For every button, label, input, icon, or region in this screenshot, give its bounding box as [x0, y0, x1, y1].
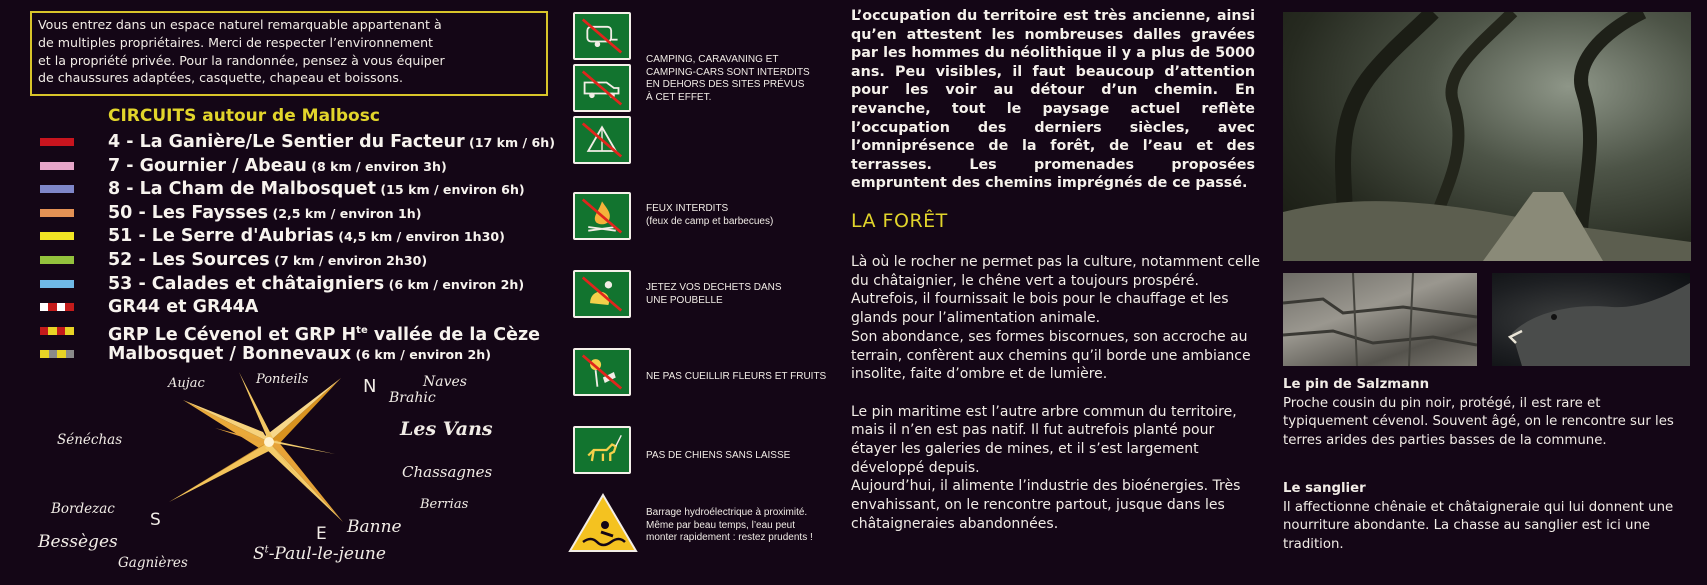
- camping-rule: [646, 54, 836, 104]
- circuit-detail: (17 km / 6h): [464, 135, 555, 150]
- place-naves: Naves: [423, 374, 467, 390]
- compass-east: E: [316, 524, 327, 544]
- rule-line: PAS DE CHIENS SANS LAISSE: [646, 450, 791, 461]
- foret-text: [851, 253, 1261, 552]
- history-text: L’occupation du territoire est très ancienne, ainsi qu’en attestent les nombreuses dalles gravées par les hommes du néolithique il y a plus de 5000 ans. Peu visibles, il faut beaucoup d’attention pour les voir au détour d’un chemin. En revanche, tout le paysage actuel reflète l’occupation des derniers siècles, avec l’omniprésence de la forêt, de l’eau et des terrasses. Les promenades proposées empruntent des chemins imprégnés de ce passé.: [851, 8, 1255, 192]
- no-fire-icon: [573, 192, 631, 240]
- pin-salzmann-section: [1283, 376, 1683, 450]
- rule-line: CAMPING-CARS SONT INTERDITS: [646, 66, 810, 78]
- place-bordezac: Bordezac: [51, 501, 115, 517]
- rule-line: UNE POUBELLE: [646, 294, 723, 306]
- dog-leash-icon: [573, 426, 631, 474]
- trail-swatch: [40, 185, 74, 193]
- rule-line: Barrage hydroélectrique à proximité.: [646, 507, 808, 518]
- circuit-name: GRP Le Cévenol et GRP H: [108, 324, 357, 345]
- no-caravan-icon: [573, 12, 631, 60]
- circuit-name: 51 - Le Serre d'Aubrias: [108, 226, 334, 247]
- circuits-title: CIRCUITS autour de Malbosc: [108, 106, 380, 126]
- flowers-rule: [646, 371, 836, 384]
- compass-south: S: [150, 510, 161, 530]
- compass-rose-icon: [166, 370, 366, 550]
- circuit-name: Malbosquet / Bonnevaux: [108, 344, 352, 365]
- pin-text: Proche cousin du pin noir, protégé, il est rare et typiquement cévenol. Souvent âgé, on le rencontre sur les terres arides des parties basses de la commune.: [1283, 395, 1674, 448]
- trail-swatch: [40, 256, 74, 264]
- place-berrias: Berrias: [420, 497, 469, 512]
- circuit-name: 7 - Gournier / Abeau: [108, 155, 307, 176]
- foret-paragraph: Le pin maritime est l’autre arbre commun du territoire, mais il n’en est pas natif. Il fut autrefois planté pour étayer les galeries de mines, et il s’est largement développé depuis.: [851, 403, 1237, 476]
- place-aujac: Aujac: [168, 376, 205, 391]
- foret-paragraph: Son abondance, ses formes biscornues, son accroche au terrain, confèrent aux chemins qu’il borde une ambiance insolite, faite d’ombre et de lumière.: [851, 328, 1251, 383]
- compass-north: N: [363, 376, 377, 397]
- place-ponteils: Ponteils: [256, 372, 309, 387]
- rule-line: monter rapidement : restez prudents !: [646, 532, 813, 543]
- circuit-detail: (6 km / environ 2h): [384, 276, 525, 292]
- waste-rule: [646, 282, 836, 307]
- pine-bark-photo: [1283, 273, 1477, 366]
- intro-line: de multiples propriétaires. Merci de respecter l’environnement: [38, 34, 433, 50]
- place-st-paul: [253, 544, 386, 564]
- gr-swatch: [40, 303, 74, 311]
- sanglier-text: Il affectionne chênaie et châtaigneraie qui lui donnent une nourriture abondante. La chasse au sanglier est ici une tradition.: [1283, 499, 1674, 552]
- intro-line: Vous entrez dans un espace naturel remarquable appartenant à: [38, 17, 442, 32]
- place-brahic: Brahic: [389, 390, 436, 406]
- circuit-sup: te: [356, 324, 368, 336]
- no-tent-icon: [573, 116, 631, 164]
- circuit-detail: (7 km / environ 2h30): [269, 252, 428, 268]
- forest-path-photo: [1283, 12, 1691, 261]
- trail-swatch: [40, 209, 74, 217]
- sanglier-section: [1283, 480, 1683, 554]
- intro-line: et la propriété privée. Pour la randonnée, pensez à vous équiper: [38, 52, 445, 68]
- mb-swatch: [40, 350, 74, 358]
- circuit-detail: (8 km / environ 3h): [306, 158, 447, 174]
- rule-line: CAMPING, CARAVANING ET: [646, 54, 779, 65]
- rule-line: Même par beau temps, l’eau peut: [646, 519, 795, 531]
- rule-line: FEUX INTERDITS: [646, 203, 729, 214]
- rule-line: NE PAS CUEILLIR FLEURS ET FRUITS: [646, 371, 827, 382]
- dam-warning-icon: [567, 492, 639, 554]
- circuit-name: 50 - Les Faysses: [108, 202, 269, 223]
- rule-line: (feux de camp et barbecues): [646, 215, 774, 227]
- circuit-detail: (2,5 km / environ 1h): [268, 205, 422, 221]
- circuit-detail: (15 km / environ 6h): [376, 182, 525, 198]
- foret-paragraph: Aujourd’hui, il alimente l’industrie des bioénergies. Très envahissant, on le rencontre partout, jusque dans les châtaigneraies abandonnées.: [851, 478, 1241, 532]
- place-besseges: Bessèges: [38, 532, 118, 552]
- no-picking-flowers-icon: [573, 348, 631, 396]
- place-banne: Banne: [347, 517, 402, 537]
- rule-line: EN DEHORS DES SITES PRÉVUS: [646, 79, 805, 90]
- intro-box: [30, 11, 548, 96]
- sanglier-title: Le sanglier: [1283, 481, 1366, 496]
- pin-title: Le pin de Salzmann: [1283, 377, 1430, 392]
- place-senechas: Sénéchas: [57, 432, 123, 448]
- no-camping-car-icon: [573, 64, 631, 112]
- fire-rule: [646, 203, 836, 228]
- place-les-vans: Les Vans: [400, 418, 493, 440]
- rule-line: À CET EFFET.: [646, 91, 712, 103]
- grp-swatch: [40, 327, 74, 335]
- circuit-detail: (4,5 km / environ 1h30): [333, 229, 505, 245]
- trail-swatch: [40, 280, 74, 288]
- dogs-rule: [646, 450, 836, 463]
- circuit-name-end: vallée de la Cèze: [367, 324, 541, 345]
- place-gagnieres: Gagnières: [118, 555, 188, 571]
- circuit-name: 8 - La Cham de Malbosquet: [108, 179, 377, 200]
- st-paul-prefix: S: [253, 544, 265, 564]
- circuit-name: 52 - Les Sources: [108, 249, 270, 270]
- st-paul-sup: t: [264, 544, 269, 556]
- circuit-name: 4 - La Ganière/Le Sentier du Facteur: [108, 132, 465, 152]
- place-chassagnes: Chassagnes: [402, 463, 493, 481]
- trail-swatch: [40, 232, 74, 240]
- rule-line: JETEZ VOS DECHETS DANS: [646, 282, 782, 293]
- foret-title: LA FORÊT: [851, 210, 948, 232]
- st-paul-name: -Paul-le-jeune: [268, 544, 386, 564]
- trail-swatch: [40, 138, 74, 146]
- circuit-detail: (6 km / environ 2h): [351, 347, 491, 363]
- circuit-name: 53 - Calades et châtaigniers: [108, 273, 385, 294]
- trash-icon: [573, 270, 631, 318]
- boar-photo: [1492, 273, 1690, 366]
- dam-rule: [646, 507, 836, 545]
- circuit-name: GR44 et GR44A: [108, 297, 259, 318]
- trail-swatch: [40, 162, 74, 170]
- intro-line: de chaussures adaptées, casquette, chapeau et boissons.: [38, 70, 403, 86]
- foret-paragraph: Là où le rocher ne permet pas la culture, notamment celle du châtaignier, le chêne vert a toujours prospéré. Autrefois, il fournissait le bois pour le chauffage et les glands pour l’alimentation animale.: [851, 254, 1261, 327]
